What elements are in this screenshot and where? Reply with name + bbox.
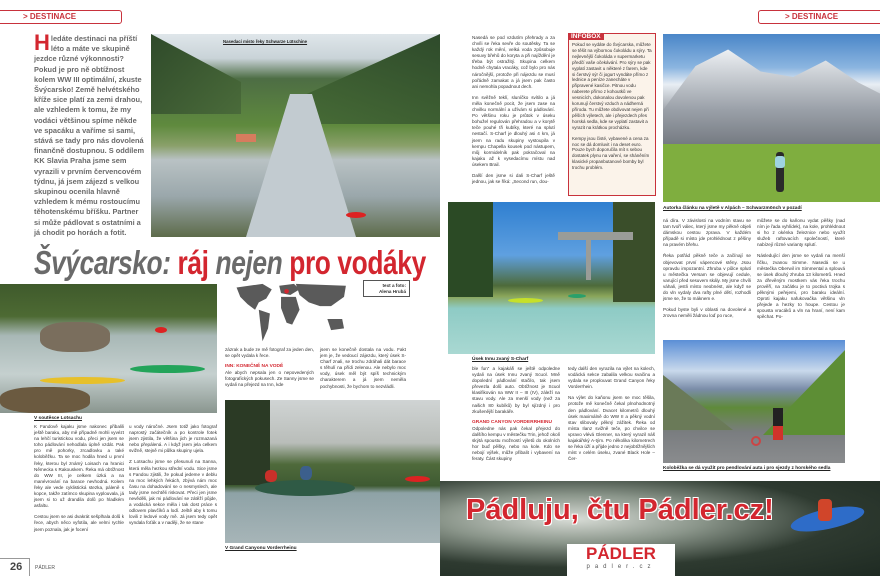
paragraph: Odpoledne nás pak čekal přejezd do dalšího kempu v městečku Trin, jehož okolí skýtá spoustu možností výletů do okolních hor buď pěšky, nebo na kole. Kdo se nebojí výšek, může přibalit i vybavení na feraty. Část skupiny — [472, 425, 560, 462]
infobox — [568, 33, 656, 196]
paragraph: zázrak a bude ze mě fotograf za jeden den, se opět vydala k řece. — [225, 347, 314, 359]
paragraph: Následující den jsme se vydali na menší řičku, zvanou Simme. Nasedá se u městečka Oberwil im Simmental a splouvá se úsek dlouhý zhruba 13 kilometrů. Hned za dřevěným mostkem vás řeka trochu prověří, na začátku je to poctivá trojka s pěknými peřejemi, pro baraku ideální. Oproti kajaku nafukovačka většinu vln přejede a hezky to houpe. Cestou je spousta vracáků a vln na hraní, není kam spěchat. Po- — [757, 253, 845, 320]
paragraph: u vody náročné. Jsem totiž jako fotograf naprostý začátečník a po kontrole fotek jsem zjistila, že většina jich je rozmazaná nebo přepálená. A i když jsem jela celkem svižně, stejně mi půlka skupiny ujela. — [129, 424, 217, 454]
paragraph: Další den jsme si dali S-Charf ještě jednou, jak se říká: „Second run, dou- — [472, 172, 555, 185]
paragraph: Cestou jsem se asi dvakrát sešplhala dolů k řece, abych něco vyfotila, ale velmi rychle jsem poznala, jak je focení — [34, 514, 124, 532]
paragraph: Kempy jsou čisté, vybavené a cena za noc se dá domluvit i na deset euro. Pouze bych doporučila mít s sebou dostatek plynu na vaření, se sháněním klasické propanbutanové bomby byl trochu problém. — [572, 135, 650, 171]
paragraph: Pokud se vydáte do Švýcarska, můžete se těšit na výbornou čokoládu a sýry. Ta nejlevnější čokoláda v supermarketu předčí vaše očekávání. Pro sýry se pak vyplatí zastavit u některé z farem, kde si čerstvý sýr či jogurt vyndáte přímo z lednice a peníze zanecháte v připravené kasičce. Pitnou vodu naberete přímo z kohoutků ve vesnicích, dokonalou dovolenou pak korunují čerstvý vzduch a nádherná příroda. Tu můžete obdivovat nejen při pěších výletech, ale i přejezdech přes horská sedla, kde se vyplatí zastavit a vyrazit na krátkou procházku. — [572, 42, 652, 130]
paragraph: tedy další den vyrazila na výlet na kolech, vodácká sekce zabalila velkou svačinu a vydala se proplouvat Grand Canyon řeky Vorderrhein. — [568, 366, 655, 390]
photo-scooter-pass — [663, 340, 845, 463]
article-title — [34, 244, 426, 282]
kayaker-graphic — [818, 499, 832, 521]
logo-text: PÁDLER — [586, 544, 656, 563]
subheading-inn: INN: KONEČNĚ NA VODĚ — [225, 364, 284, 370]
paragraph: jsem se konečně dostala na vodu. Fakt jem je, že vedoucí zájezdu, který úsek S-Charf znali, se trochu zdráhali dát baracе s těhulí na přídi zelenou. Ale nebylo moc vody, úsek měl být spíš technickým charakterem a já jsem neměla pochybnosti, že bychom to nezvládli. — [320, 347, 406, 389]
world-map-icon — [230, 282, 358, 345]
section-label: > DESTINACE — [23, 12, 77, 21]
paragraph: Na výlet do kaňonu jsem se moc těšila, protože mě konečně čekal plnohodnotný den pádlování. Dvacet kilometrů dlouhý úsek maximálně do WW II a pěkný vodní stav slibovaly pěkný zážitek. Řeka od místa Ilanz svižně teče, po chvilce se vpravo vlévá Glenner, na který vyrazil náš kajakářský A-tým. Po několika kilometrech se řeka úží a přijde jedno z nejobtížnějších míst v celém úseku, zvané Black Hole – Čer- — [568, 395, 655, 462]
logo-url: padler.cz — [586, 564, 656, 570]
caption-photo6: Koloběžka se dá využít pro pendlování auta i pro sjezdy z horského sedla — [663, 466, 831, 471]
section-label: > DESTINACE — [785, 12, 839, 21]
left-column-3 — [225, 347, 314, 394]
paragraph: Nasedá se pod vzdutím přehrady a za chvíli se řeka sevře do soutěsky. Ta se každý rok mění, velká voda způsobuje sesuvy břehů do koryta a při najíždění je třeba být ostražitý. Skupina celkem hodně chytala vracáky, což bylo pro nás náročnější, protože při nájezdu se musí pořádně zamakat a já jsem pak často ani nemohla popadnout dech. — [472, 35, 555, 89]
right-column-2 — [472, 366, 560, 467]
page-number: 26 — [10, 561, 23, 573]
photo-alps-hiker — [663, 34, 880, 202]
intro-text: ledáte destinaci na příští léto a máte ve skupině jezdce různé výkonnosti? Pokud je pro ně obtížnost kolem WW III optimální, zkuste Švýcarsko! Země helvétského kříže sice platí za zemi drahou, ale vzhledem k tomu, že my vodáci většinou spíme někde ve spacáku a vaříme si sami, stává se tady pro nás dovolená finančně dostupnou. S oddílem KK Slavia Praha jsme sem vyrazili v prvním červencovém týdnu, já jsem zájezd s velkou skupinou ocenila hlavně vzhledem k mému rostoucímu těhotenskému bříšku. Partner si může pádlovat s ostatními a já chodit po horách a fotit. — [34, 34, 145, 237]
intro-paragraph — [34, 30, 146, 238]
drop-cap: H — [34, 30, 50, 55]
caption-photo3: V Grand Canyonu Vorderrheinu — [225, 546, 297, 551]
author-credit — [363, 280, 410, 297]
title-part4: pro vodáky — [289, 244, 426, 281]
section-tab-right — [758, 10, 880, 24]
paragraph: K Fandově kajaku jsme nakonec přibalili ještě baraku, aby mě případně mohli vyvézt na lehčí turistickou vodu, přeci jen jsem se toho pádlování nehodlala úplně vzdát. Pak pro mě pohorky, zrcadlovku a také koloběžku. Ta se moc hodila hned u první řeky, kterou byl známý Loisach na hranici Německa s Rakouskem. Řeka má obtížnost do WW III, je celkem úzká a na manévrování na barace nevhodná. Kolem řeky ale vede cyklistická stezka, páleně s kopce, takže zatímco skupina vyplouvala, já jsem si to už drandila dolů po hladkém asfaltu. — [34, 424, 124, 509]
photo-grand-canyon-canoe — [225, 400, 440, 543]
right-column-4 — [663, 218, 751, 324]
caption-photo2: V soutěsce Lotsachu — [34, 416, 82, 421]
paragraph: Ale abych nepsala jen o nepovedených fotografických pokusech. Ze Sanny jsme se vydali na přejezd na Inn, kde — [225, 370, 314, 388]
credit-label: text a foto: — [382, 283, 406, 288]
title-part3: nejen — [215, 244, 283, 281]
paragraph: Z Lotsachu jsme se přesunuli na Sanna, která měla hezkou střední vodu. Sice jsme s Fandou zjistili, že pokud jedeme v deblu na moc lehkých řekách, zbývá nám moc času na dohadování se o nesmyslech, ale tady jsme nechtěli riskovat. Přeci jen jsme nevěděli, jak mi pádlování se zátěží půjde, a vodácká sekce měla i tak dost práce s odlovem plavčíků a lodí. Ještě aby k tomu lovili z ledové vody mě. Já jsem tedy opět vyndala foťák a v naději, že se stane — [129, 459, 217, 526]
padler-logo[interactable] — [567, 544, 675, 576]
caption-photo4: Autorka článku na výletě v Alpách – Schwarzmönch v pozadí — [663, 206, 802, 211]
paragraph: můžete se do kaňonu vydat pěšky (nad ním je řada vyhlídek), na kole, prohlédnout si ho z okénka železnice nebo využít služeb raftovacích společností, které nabízejí různé varianty splutí. — [757, 218, 845, 248]
paragraph: ble fun“ a kajakáři se ještě odpoledne vydali na úsek Innu zvaný Scuol. Mně dopolední pádlování stačilo, tak jsem převezla dolů auto. Obtížnost je Scuol klasifikován na WW II – III (IV), záleží na stavu vody. Ale za menší vody (než za našich 80 kubíků) by byl sjízdný i pro zkušenější barakáře. — [472, 366, 560, 414]
magazine-name: PÁDLER — [35, 565, 56, 571]
subheading-grand-canyon: GRAND CANYON VORDERRHEINU — [472, 419, 552, 425]
left-column-1 — [34, 424, 124, 538]
title-part1: Švýcarsko: — [34, 244, 171, 281]
infobox-title: INFOBOX — [568, 33, 604, 40]
banner-slogan: Pádluju, čtu Pádler.cz! — [466, 494, 774, 526]
paragraph: Řeka potřád pěkně teče a začínají se objevovat první vápencové stěny. Jsou opravdu impozantní. Zhruba v půlce splutí u městečka Versam se objevují cedule, varující před sesuvem skály. My jsme chvíli váhali, jestli místo neobnést, ale když se do vln vydaly dva rafty plné dětí, rozhodli jsme se, že to máknem e. — [663, 253, 751, 302]
title-part2: ráj — [177, 244, 209, 281]
caption-photo1: Nasedací místo řeky Schwarze Lütschine — [223, 39, 308, 44]
paragraph: Pokud byste byli v oblasti na dovolené a zrovna neměli žádnou loď po ruce, — [663, 307, 751, 319]
paragraph: Inn svěžně teklí, sluníčko svítilo a já měla konečně pocit, že jsem zase na chvilku normální a užívám si pádlování. Po většinu roku je průtok v úseku bohužel regulován přehradou a v korytě teče pouhé tři kubíky, které na splutí nestačí. S-Charf je dlouhý asi 4 km, já jsem na radu skupiny vystoupila v kempu Chapella kousek pod nástupem, můj kormidelník pak pokračoval na kajaku až k vysedacímu místu nad úsekem Brail. — [472, 94, 555, 167]
left-column-2 — [129, 424, 217, 532]
photo-kayakers-lotsach — [0, 284, 217, 413]
right-column-5 — [757, 218, 845, 326]
credit-author: Alena Hrubá — [378, 288, 406, 294]
caption-photo5: Úsek Innu zvaný S-Charf — [472, 357, 529, 362]
banner-advertisement[interactable] — [440, 481, 880, 576]
photo-river-valley — [151, 34, 440, 237]
paragraph: ná díra. V závislosti na vodním stavu se tam tvoří válec, který jsme my pěkně objeli dámskou cestou zprava. V každém případě si místo jde prohlédnout z pěšiny na pravém břehu. — [663, 218, 751, 248]
right-column-1 — [472, 35, 555, 190]
photo-inn-bridge — [448, 202, 655, 354]
left-column-4 — [320, 347, 406, 395]
section-tab-left — [0, 10, 122, 24]
right-column-3 — [568, 366, 655, 467]
